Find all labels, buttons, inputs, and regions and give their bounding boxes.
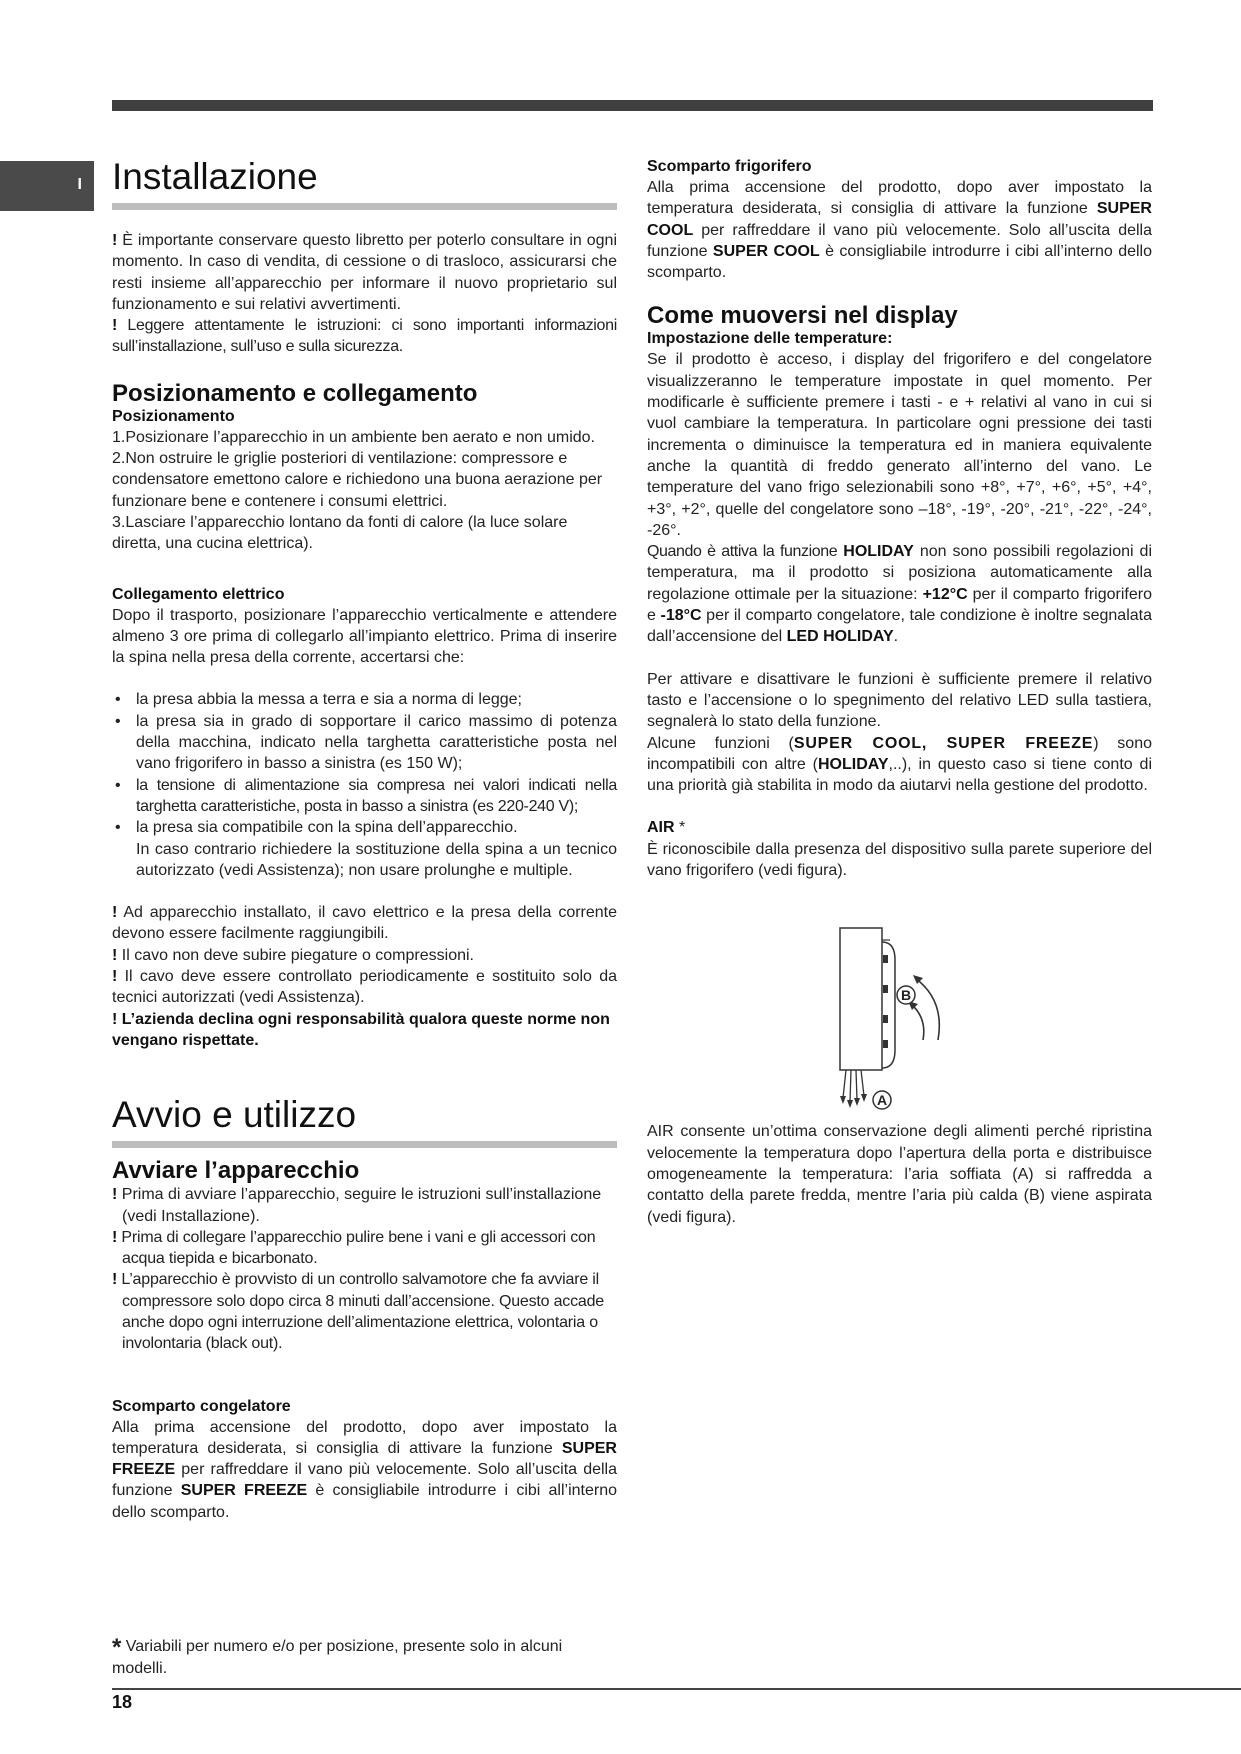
list-item: • la presa sia compatibile con la spina dell’apparecchio. In caso contrario richiedere la sostituzione della spina a un tecnico autorizzato (vedi Assistenza); non usare prolunghe e multiple. — [112, 817, 617, 881]
holiday-text: Quando è attiva la funzione HOLIDAY non sono possibili regolazioni di temperatura, ma il prodotto si posiziona automaticamente alla regolazione ottimale per la situazione: +12°C per il comparto frigorifero e -18°C per il comparto congelatore, tale condizione è inoltre segnalata dall’accensione del LED HOLIDAY. — [647, 543, 1153, 646]
positioning-item-2: 2.Non ostruire le griglie posteriori di ventilazione: compressore e condensatore emettono calore e richiedono una buona aerazione per funzionare bene e contenere i consumi elettrici. — [112, 450, 603, 510]
electrical-text: Dopo il trasporto, posizionare l’apparecchio verticalmente e attendere almeno 3 ore prima di collegarlo all’impianto elettrico. Prima di inserire la spina nella presa della corrente, accertarsi che: — [112, 606, 617, 667]
warning-4: ! L’azienda declina ogni responsabilità qualora queste norme non vengano rispettate. — [112, 1010, 610, 1049]
air-device-figure — [815, 920, 975, 1125]
requirements-list — [112, 689, 617, 881]
list-item: • la presa sia in grado di sopportare il carico massimo di potenza della macchina, indicato nella targhetta caratteristiche posta nel vano frigorifero in basso a sinistra (es 150 W); — [112, 711, 617, 775]
top-bar — [112, 100, 1153, 111]
footnote: * Variabili per numero e/o per posizione, presente solo in alcuni modelli. — [112, 1634, 563, 1677]
warning-2: ! Il cavo non deve subire piegature o compressioni. — [112, 946, 474, 964]
label-a: A — [876, 1092, 888, 1108]
temperature-subheading: Impostazione delle temperature: — [647, 330, 893, 348]
left-column — [112, 155, 617, 1523]
functions-text: Per attivare e disattivare le funzioni è sufficiente premere il relativo tasto e l’accensione o lo spegnimento del relativo LED sulla tastiera, segnalerà lo stato della funzione. — [647, 670, 1152, 731]
avvio-title: Avvio e utilizzo — [112, 1093, 617, 1148]
positioning-item-3: 3.Lasciare l’apparecchio lontano da fonti di calore (la luce solare diretta, una cucina elettrica). — [112, 513, 568, 553]
list-item: • la tensione di alimentazione sia compresa nei valori indicati nella targhetta caratteristiche, posta in basso a sinistra (es 220-240 V); — [112, 775, 617, 818]
start-note-1: ! Prima di avviare l’apparecchio, seguire le istruzioni sull’installazione (vedi Installazione). — [112, 1186, 602, 1225]
warning-3: ! Il cavo deve essere controllato periodicamente e sostituito solo da tecnici autorizzati (vedi Assistenza). — [112, 968, 617, 1007]
list-item: • la presa abbia la messa a terra e sia a norma di legge; — [112, 689, 617, 710]
list-item-continuation: In caso contrario richiedere la sostituzione della spina a un tecnico autorizzato (vedi Assistenza); non usare prolunghe e multiple. — [136, 840, 617, 879]
positioning-item-1: 1.Posizionare l’apparecchio in un ambiente ben aerato e non umido. — [112, 428, 595, 446]
fridge-text: Alla prima accensione del prodotto, dopo aver impostato la temperatura desiderata, si consiglia di attivare la funzione SUPER COOL per raffreddare il vano più velocemente. Solo all’uscita della funzione SUPER COOL è consigliabile introdurre i cibi all’interno dello scomparto. — [647, 179, 1153, 282]
page-number: 18 — [112, 1692, 133, 1712]
start-heading: Avviare l’apparecchio — [112, 1157, 360, 1185]
electrical-subheading: Collegamento elettrico — [112, 585, 285, 603]
air-description: AIR consente un’ottima conservazione degli alimenti perché ripristina velocemente la temperatura dopo l’apertura della porta e distribuisce omogeneamente la temperatura: l’aria soffiata (A) si raffredda a contatto della parete fredda, mentre l’aria più calda (B) viene aspirata (vedi figura). — [647, 1123, 1152, 1226]
intro-paragraph-2: ! Leggere attentamente le istruzioni: ci sono importanti informazioni sull’installazione, sull’uso e sulla sicurezza. — [112, 317, 617, 356]
positioning-heading: Posizionamento e collegamento — [112, 379, 478, 407]
language-label: I — [77, 176, 82, 193]
incompatibility-text: Alcune funzioni (SUPER COOL, SUPER FREEZE) sono incompatibili con altre (HOLIDAY,..), in questo caso si tiene conto di una priorità già stabilita in modo da aiutarvi nella gestione del prodotto. — [647, 734, 1153, 795]
intro-paragraph-1: ! È importante conservare questo libretto per poterlo consultare in ogni momento. In caso di vendita, di cessione o di trasloco, assicurarsi che resti insieme all’apparecchio per informare il nuovo proprietario sul funzionamento e sui relativi avvertimenti. — [112, 232, 617, 313]
warning-1: ! Ad apparecchio installato, il cavo elettrico e la presa della corrente devono essere facilmente raggiungibili. — [112, 904, 618, 943]
air-subheading: AIR * — [647, 819, 686, 837]
display-heading: Come muoversi nel display — [647, 302, 958, 330]
language-tab — [0, 161, 94, 211]
positioning-subheading: Posizionamento — [112, 407, 235, 425]
label-b: B — [900, 987, 912, 1003]
air-arrows-a — [840, 1070, 867, 1108]
air-intro: È riconoscibile dalla presenza del dispositivo sulla parete superiore del vano frigorifero (vedi figura). — [647, 840, 1152, 880]
freezer-text: Alla prima accensione del prodotto, dopo aver impostato la temperatura desiderata, si consiglia di attivare la funzione SUPER FREEZE per raffreddare il vano più velocemente. Solo all’uscita della funzione SUPER FREEZE è consigliabile introdurre i cibi all’interno dello scomparto. — [112, 1418, 618, 1521]
installazione-title: Installazione — [112, 155, 617, 210]
fridge-wall-illustration — [840, 928, 895, 1070]
start-note-2: ! Prima di collegare l’apparecchio pulire bene i vani e gli accessori con acqua tiepida e bicarbonato. — [112, 1228, 596, 1268]
freezer-subheading: Scomparto congelatore — [112, 1397, 291, 1415]
fridge-subheading: Scomparto frigorifero — [647, 158, 812, 175]
start-note-3: ! L’apparecchio è provvisto di un controllo salvamotore che fa avviare il compressore solo dopo circa 8 minuti dall’accensione. Questo accade anche dopo ogni interruzione dell’alimentazione elettrica, volontaria o involontaria (black out). — [112, 1271, 604, 1353]
bottom-rule — [112, 1688, 1241, 1690]
air-arrows-b — [908, 975, 939, 1040]
temperature-text: Se il prodotto è acceso, i display del frigorifero e del congelatore visualizzeranno le temperature impostate in quel momento. Per modificarle è sufficiente premere i tasti - e + relativi al vano in cui si vuol cambiare la temperatura. In particolare ogni pressione dei tasti incrementa o diminuisce la temperatura ed in maniera equivalente anche la quantità di freddo generato all’interno del vano. Le temperature del vano frigo selezionabili sono +8°, +7°, +6°, +5°, +4°, +3°, +2°, quelle del congelatore sono –18°, -19°, -20°, -21°, -22°, -24°, -26°. — [647, 351, 1152, 539]
